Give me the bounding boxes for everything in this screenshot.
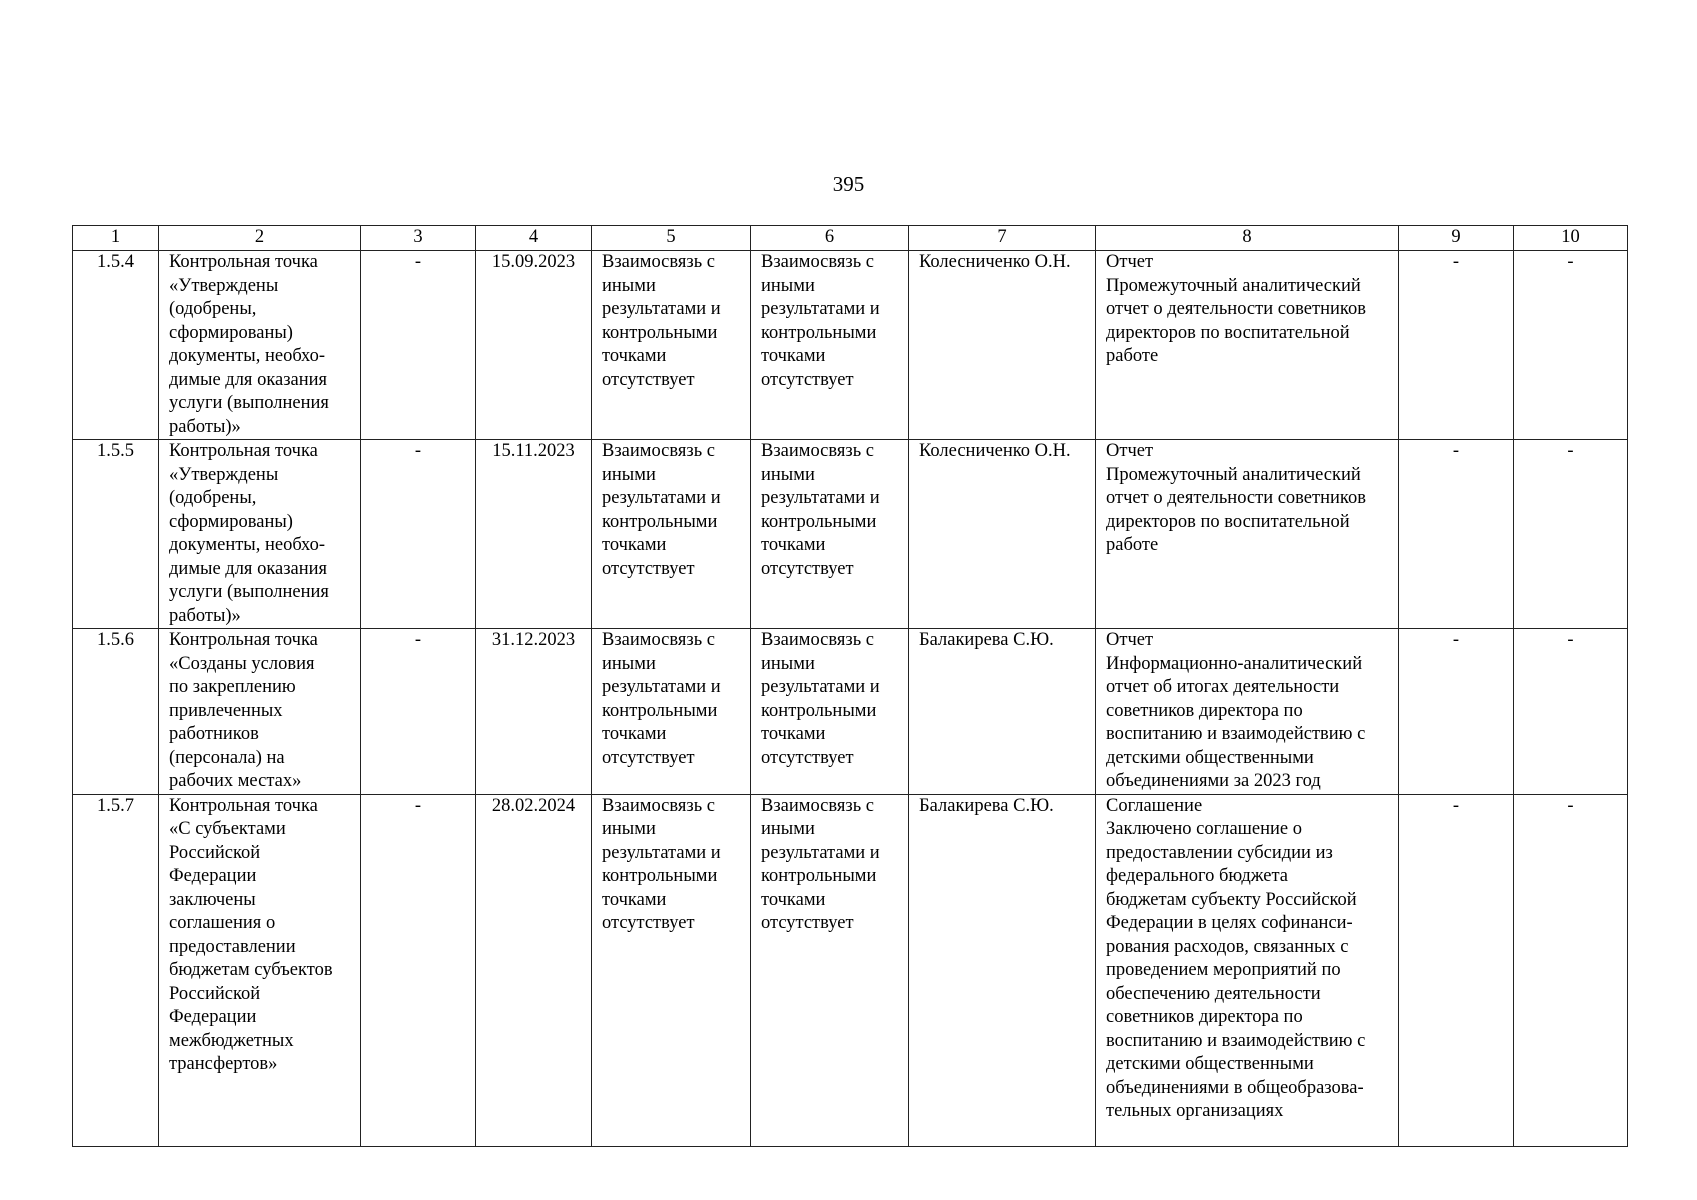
- cell-col-5: Взаимосвязь с иными результатами и контрольными точками отсутствует: [592, 629, 751, 795]
- header-col-4: 4: [476, 226, 592, 251]
- header-row: [73, 226, 1628, 251]
- cell-col-10: -: [1514, 251, 1628, 440]
- header-col-3: 3: [361, 226, 476, 251]
- cell-col-9: -: [1399, 629, 1514, 795]
- cell-col-6: Взаимосвязь с иными результатами и контрольными точками отсутствует: [751, 251, 909, 440]
- header-col-7: 7: [909, 226, 1096, 251]
- document-description: Соглашение Заключено соглашение о предоставлении субсидии из федерального бюджета бюджетам субъекту Российской Федерации в целях софинанси- рования расходов, связанных с проведением мероприятий по обеспечению деятельности советников директора по воспитанию и взаимодействию с детскими общественными объединениями в общеобразова- тельных организациях: [1096, 794, 1399, 1146]
- table-header: [73, 226, 1628, 251]
- table-row: [73, 629, 1628, 795]
- responsible-person: Балакирева С.Ю.: [909, 629, 1096, 795]
- table-body: [73, 251, 1628, 1147]
- cell-col-6: Взаимосвязь с иными результатами и контрольными точками отсутствует: [751, 440, 909, 629]
- milestone-date: 15.11.2023: [476, 440, 592, 629]
- milestone-name: Контрольная точка «Утверждены (одобрены, сформированы) документы, необхо- димые для оказания услуги (выполнения работы)»: [159, 251, 361, 440]
- cell-col-3: -: [361, 251, 476, 440]
- table-row: [73, 440, 1628, 629]
- document-description: Отчет Промежуточный аналитический отчет о деятельности советников директоров по воспитательной работе: [1096, 251, 1399, 440]
- milestone-date: 28.02.2024: [476, 794, 592, 1146]
- header-col-10: 10: [1514, 226, 1628, 251]
- header-col-6: 6: [751, 226, 909, 251]
- header-col-9: 9: [1399, 226, 1514, 251]
- cell-col-5: Взаимосвязь с иными результатами и контрольными точками отсутствует: [592, 794, 751, 1146]
- cell-col-10: -: [1514, 794, 1628, 1146]
- row-number: 1.5.6: [73, 629, 159, 795]
- cell-col-3: -: [361, 629, 476, 795]
- milestones-table: [72, 225, 1628, 1147]
- document-description: Отчет Информационно-аналитический отчет об итогах деятельности советников директора по воспитанию и взаимодействию с детскими общественными объединениями за 2023 год: [1096, 629, 1399, 795]
- milestone-date: 31.12.2023: [476, 629, 592, 795]
- responsible-person: Балакирева С.Ю.: [909, 794, 1096, 1146]
- cell-col-5: Взаимосвязь с иными результатами и контрольными точками отсутствует: [592, 440, 751, 629]
- responsible-person: Колесниченко О.Н.: [909, 440, 1096, 629]
- table-row: [73, 251, 1628, 440]
- cell-col-9: -: [1399, 440, 1514, 629]
- milestone-name: Контрольная точка «С субъектами Российской Федерации заключены соглашения о предоставлении бюджетам субъектов Российской Федерации межбюджетных трансфертов»: [159, 794, 361, 1146]
- milestone-name: Контрольная точка «Утверждены (одобрены, сформированы) документы, необхо- димые для оказания услуги (выполнения работы)»: [159, 440, 361, 629]
- header-col-2: 2: [159, 226, 361, 251]
- header-col-8: 8: [1096, 226, 1399, 251]
- page-number: 395: [832, 172, 865, 196]
- row-number: 1.5.7: [73, 794, 159, 1146]
- milestone-name: Контрольная точка «Созданы условия по закреплению привлеченных работников (персонала) на рабочих местах»: [159, 629, 361, 795]
- cell-col-3: -: [361, 440, 476, 629]
- cell-col-5: Взаимосвязь с иными результатами и контрольными точками отсутствует: [592, 251, 751, 440]
- cell-col-6: Взаимосвязь с иными результатами и контрольными точками отсутствует: [751, 794, 909, 1146]
- responsible-person: Колесниченко О.Н.: [909, 251, 1096, 440]
- document-description: Отчет Промежуточный аналитический отчет о деятельности советников директоров по воспитательной работе: [1096, 440, 1399, 629]
- cell-col-3: -: [361, 794, 476, 1146]
- row-number: 1.5.5: [73, 440, 159, 629]
- cell-col-10: -: [1514, 440, 1628, 629]
- cell-col-6: Взаимосвязь с иными результатами и контрольными точками отсутствует: [751, 629, 909, 795]
- table-row: [73, 794, 1628, 1146]
- row-number: 1.5.4: [73, 251, 159, 440]
- header-col-1: 1: [73, 226, 159, 251]
- header-col-5: 5: [592, 226, 751, 251]
- cell-col-9: -: [1399, 794, 1514, 1146]
- cell-col-10: -: [1514, 629, 1628, 795]
- milestone-date: 15.09.2023: [476, 251, 592, 440]
- cell-col-9: -: [1399, 251, 1514, 440]
